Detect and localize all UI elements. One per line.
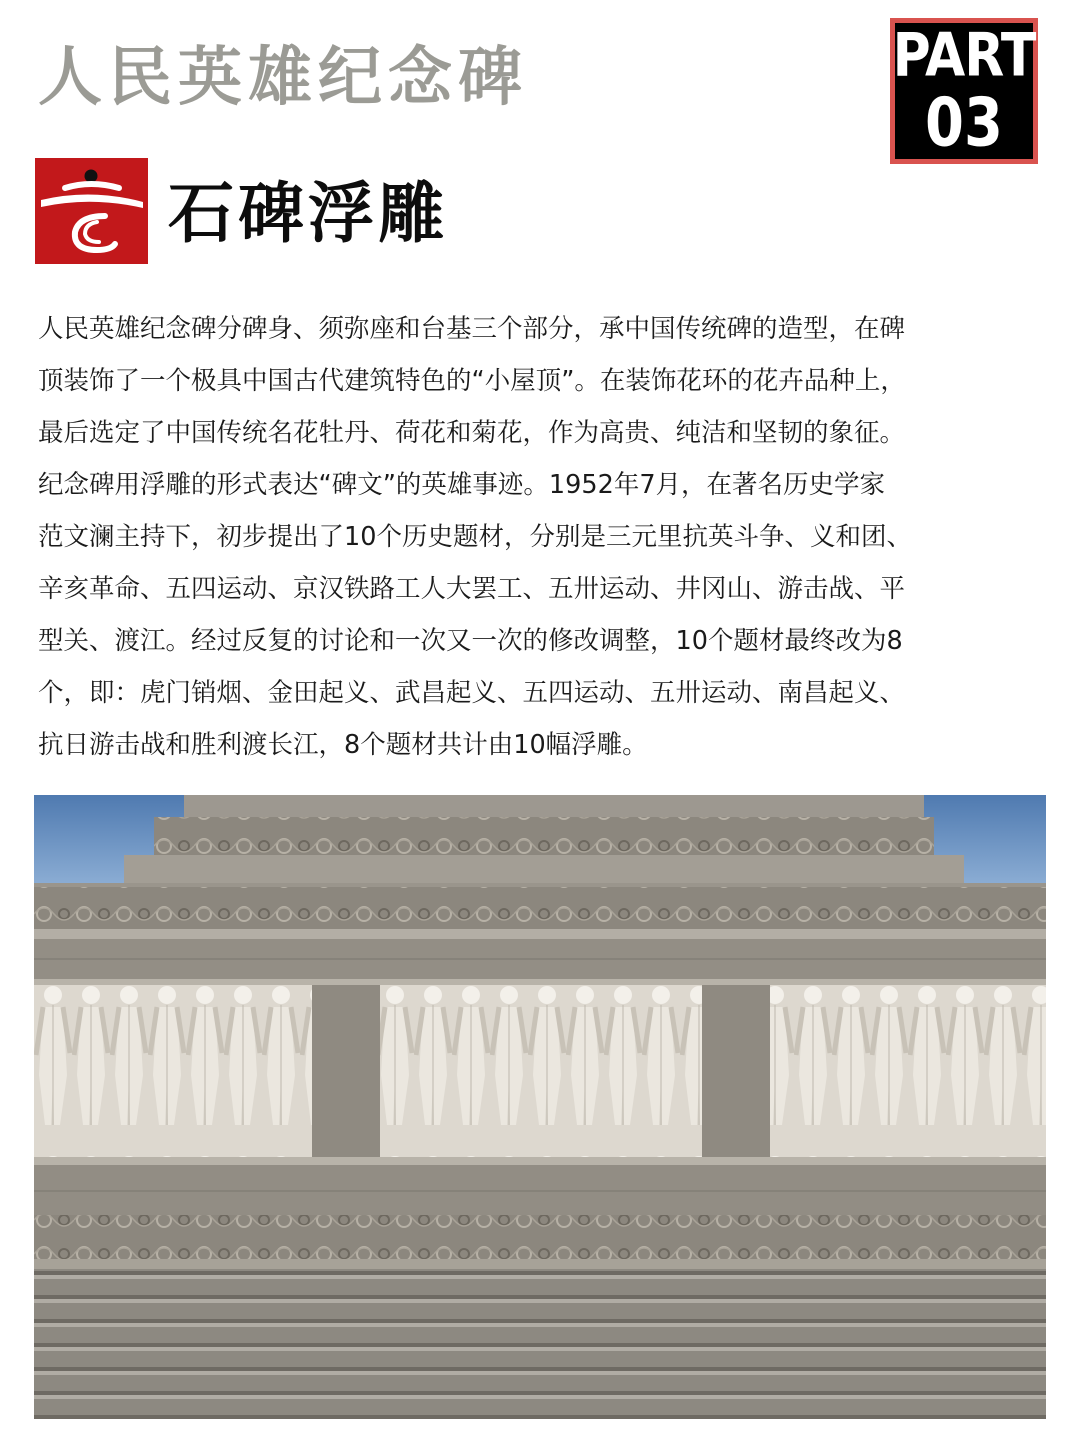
red-square-logo-icon <box>35 158 148 264</box>
body-line: 型关、渡江。经过反复的讨论和一次又一次的修改调整，10个题材最终改为8 <box>38 626 903 656</box>
page-main-title: 人民英雄纪念碑 <box>38 41 528 115</box>
part-label: PART <box>892 21 1036 91</box>
body-line: 抗日游击战和胜利渡长江，8个题材共计由10幅浮雕。 <box>38 730 648 760</box>
monument-relief-photo <box>34 795 1046 1419</box>
body-line: 顶装饰了一个极具中国古代建筑特色的“小屋顶”。在装饰花环的花卉品种上， <box>38 366 906 396</box>
body-line: 个，即：虎门销烟、金田起义、武昌起义、五四运动、五卅运动、南昌起义、 <box>38 678 906 708</box>
part-badge <box>890 18 1038 164</box>
body-line: 纪念碑用浮雕的形式表达“碑文”的英雄事迹。1952年7月，在著名历史学家 <box>38 470 886 500</box>
section-title: 石碑浮雕 <box>168 174 448 252</box>
body-line: 最后选定了中国传统名花牡丹、荷花和菊花，作为高贵、纯洁和坚韧的象征。 <box>38 418 906 448</box>
body-line: 范文澜主持下，初步提出了10个历史题材，分别是三元里抗英斗争、义和团、 <box>38 522 912 552</box>
body-line: 人民英雄纪念碑分碑身、须弥座和台基三个部分，承中国传统碑的造型，在碑 <box>38 314 906 344</box>
part-number: 03 <box>925 84 1003 163</box>
body-paragraph <box>38 303 1042 771</box>
body-line: 辛亥革命、五四运动、京汉铁路工人大罢工、五卅运动、井冈山、游击战、平 <box>38 574 906 604</box>
